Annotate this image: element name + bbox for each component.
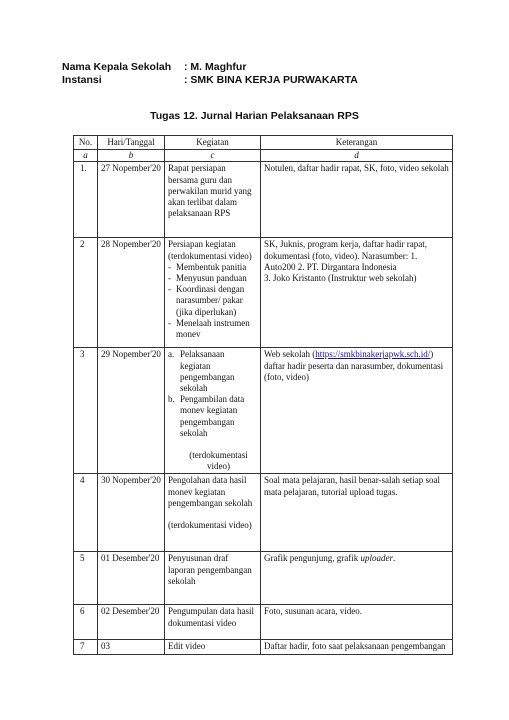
journal-table [73, 135, 453, 655]
list-item: - Menelaah instrumen monev [168, 318, 257, 340]
note-text: ) daftar hadir peserta dan narasumber, dokumentasi (foto, video) [264, 349, 444, 382]
activity-note: (terdokumentasi video) [168, 520, 252, 531]
row-number: 7 [74, 640, 98, 654]
list-item [168, 394, 257, 439]
activity-text: Pengolahan data hasil monev kegiatan pengembangan sekolah [168, 475, 253, 508]
table-row [74, 348, 453, 474]
row-note [261, 348, 453, 474]
principal-value: : M. Maghfur [184, 61, 247, 73]
column-header-activity: Kegiatan [165, 136, 261, 150]
row-activity [165, 348, 261, 474]
list-item: - Menyusun panduan [168, 273, 257, 284]
row-date: 27 Nopember'20 [98, 162, 165, 238]
row-date: 03 [98, 640, 165, 654]
document-title: Tugas 12. Jurnal Harian Pelaksanaan RPS [150, 110, 359, 122]
row-number: 1. [74, 162, 98, 238]
row-activity: Pengumpulan data hasil dokumentasi video [165, 605, 261, 640]
list-marker: a. [168, 349, 175, 360]
column-header-note: Keterangan [261, 136, 453, 150]
table-row [74, 474, 453, 552]
row-date: 02 Desember'20 [98, 605, 165, 640]
row-date: 29 Nopember'20 [98, 348, 165, 474]
note-text: Web sekolah ( [264, 349, 316, 360]
row-activity: Edit video [165, 640, 261, 654]
row-number: 3 [74, 348, 98, 474]
row-number: 4 [74, 474, 98, 552]
note-text: Grafik pengunjung, grafik [264, 553, 361, 564]
table-row [74, 238, 453, 348]
row-note: Foto, susunan acara, video. [261, 605, 453, 640]
list-item-text: Pengambilan data monev kegiatan pengembangan sekolah [180, 394, 245, 438]
institution-label: Instansi [62, 74, 102, 86]
note-text: SK, Juknis, program kerja, daftar hadir rapat, dokumentasi (foto, video). Narasumber: 1. Auto200 2. PT. Dirgantara Indonesia [264, 239, 427, 272]
note-text: . [392, 553, 396, 564]
row-note: Daftar hadir, foto saat pelaksanaan pengembangan [261, 640, 453, 654]
activity-list [168, 262, 257, 340]
row-activity: Penyusunan draf laporan pengembangan sekolah [165, 552, 261, 605]
table-row [74, 552, 453, 605]
row-number: 2 [74, 238, 98, 348]
row-note: Soal mata pelajaran, hasil benar-salah setiap soal mata pelajaran, tutorial upload tugas. [261, 474, 453, 552]
row-date: 28 Nopember'20 [98, 238, 165, 348]
note-emphasis: uploader [360, 553, 393, 564]
principal-label: Nama Kepala Sekolah [62, 61, 172, 73]
list-item [168, 349, 257, 394]
row-activity: Rapat persiapan bersama guru dan perwakilan murid yang akan terlibat dalam pelaksanaan RPS [165, 162, 261, 238]
column-header-no: No. [74, 136, 98, 150]
table-row [74, 162, 453, 238]
column-letter: a [74, 150, 98, 162]
row-date: 01 Desember'20 [98, 552, 165, 605]
table-row [74, 640, 453, 654]
row-activity [165, 474, 261, 552]
column-letter: d [261, 150, 453, 162]
row-note [261, 552, 453, 605]
institution-value: : SMK BINA KERJA PURWAKARTA [184, 74, 358, 86]
row-activity [165, 238, 261, 348]
list-marker: b. [168, 394, 175, 405]
table-header-row [74, 136, 453, 150]
column-letter: c [165, 150, 261, 162]
note-text: 3. Joko Kristanto (Instruktur web sekolah) [264, 273, 417, 284]
row-number: 5 [74, 552, 98, 605]
column-letter-row [74, 150, 453, 162]
list-item-text: Pelaksanaan kegiatan pengembangan sekolah [180, 349, 235, 394]
activity-list [168, 349, 257, 439]
list-item: - Koordinasi dengan narasumber/ pakar (jika diperlukan) [168, 284, 257, 318]
table-row [74, 605, 453, 640]
row-note: Notulen, daftar hadir rapat, SK, foto, video sekolah [261, 162, 453, 238]
column-header-date: Hari/Tanggal [98, 136, 165, 150]
activity-intro: Persiapan kegiatan (terdokumentasi video) [168, 239, 252, 261]
row-number: 6 [74, 605, 98, 640]
list-item: - Membentuk panitia [168, 262, 257, 273]
row-date: 30 Nopember'20 [98, 474, 165, 552]
column-letter: b [98, 150, 165, 162]
activity-note: (terdokumentasi video) [189, 450, 248, 472]
school-website-link[interactable]: https://smkbinakerjapwk.sch.id/ [315, 349, 431, 360]
row-note [261, 238, 453, 348]
